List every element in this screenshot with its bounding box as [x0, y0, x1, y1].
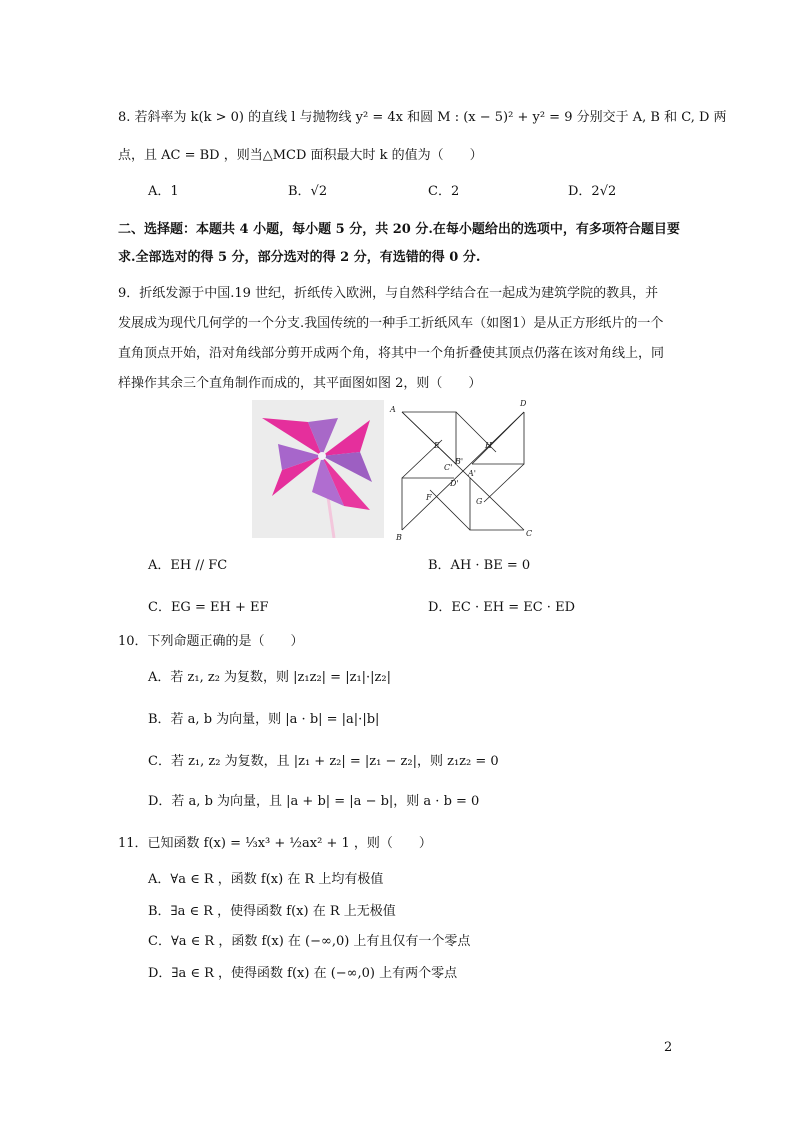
- q11-option-a: A．∀a ∈ R ，函数 f(x) 在 R 上均有极值: [148, 872, 384, 887]
- q10-option-d: D．若 a, b 为向量，且 |a + b| = |a − b|，则 a · b = 0: [148, 794, 480, 809]
- q11-stem: 11．已知函数 f(x) = ⅓x³ + ½ax² + 1 ，则（ ）: [118, 836, 432, 851]
- q9-option-d: D．EC · EH = EC · ED: [428, 600, 575, 615]
- q11-option-d: D．∃a ∈ R ，使得函数 f(x) 在 (−∞,0) 上有两个零点: [148, 966, 458, 981]
- pinwheel-photo: [252, 400, 384, 538]
- q10-stem: 10．下列命题正确的是（ ）: [118, 634, 304, 649]
- label-c: C: [526, 529, 533, 538]
- q11-option-c: C．∀a ∈ R ，函数 f(x) 在 (−∞,0) 上有且仅有一个零点: [148, 934, 471, 949]
- label-b-prime: B': [455, 457, 464, 466]
- q9-option-a: A．EH // FC: [148, 558, 228, 573]
- q8-line1: 8. 若斜率为 k(k > 0) 的直线 l 与抛物线 y² = 4x 和圆 M : (x − 5)² + y² = 9 分别交于 A, B 和 C, D 两: [118, 110, 727, 125]
- q10-option-b: B．若 a, b 为向量，则 |a · b| = |a|·|b|: [148, 712, 380, 727]
- label-a-prime: A': [468, 469, 476, 478]
- page-number: 2: [664, 1040, 673, 1055]
- label-e: E: [434, 441, 440, 450]
- label-h: H: [485, 441, 492, 450]
- q8-option-b: B．√2: [288, 184, 328, 199]
- section2-heading-line1: 二、选择题：本题共 4 小题，每小题 5 分，共 20 分.在每小题给出的选项中，有多项符合题目要: [118, 222, 680, 237]
- label-a: A: [390, 405, 396, 414]
- q8-line2: 点，且 AC = BD ，则当△MCD 面积最大时 k 的值为（ ）: [118, 148, 483, 163]
- q9-option-b: B．AH · BE = 0: [428, 558, 531, 573]
- q9-option-c: C．EG = EH + EF: [148, 600, 269, 615]
- label-c-prime: C': [444, 463, 453, 472]
- q8-option-a: A．1: [148, 184, 179, 199]
- label-d: D: [520, 399, 527, 408]
- q10-option-c: C．若 z₁, z₂ 为复数，且 |z₁ + z₂| = |z₁ − z₂|，则 z₁z₂ = 0: [148, 754, 499, 769]
- q9-line4: 样操作其余三个直角制作而成的，其平面图如图 2，则（ ）: [118, 376, 482, 391]
- q10-option-a: A．若 z₁, z₂ 为复数，则 |z₁z₂| = |z₁|·|z₂|: [148, 670, 391, 685]
- q9-line2: 发展成为现代几何学的一个分支.我国传统的一种手工折纸风车（如图1）是从正方形纸片的一个: [118, 316, 664, 331]
- label-g: G: [476, 497, 483, 506]
- label-f: F: [426, 493, 432, 502]
- q11-option-b: B．∃a ∈ R ，使得函数 f(x) 在 R 上无极值: [148, 904, 396, 919]
- q9-line3: 直角顶点开始，沿对角线部分剪开成两个角，将其中一个角折叠使其顶点仍落在该对角线上，同: [118, 346, 665, 361]
- label-d-prime: D': [450, 479, 459, 488]
- q8-option-c: C．2: [428, 184, 460, 199]
- q9-line1: 9．折纸发源于中国.19 世纪，折纸传入欧洲，与自然科学结合在一起成为建筑学院的教具，并: [118, 286, 659, 301]
- pinwheel-plan-diagram: [388, 398, 540, 544]
- q8-option-d: D．2√2: [568, 184, 617, 199]
- label-b: B: [396, 533, 402, 542]
- section2-heading-line2: 求.全部选对的得 5 分，部分选对的得 2 分，有选错的得 0 分.: [118, 250, 481, 265]
